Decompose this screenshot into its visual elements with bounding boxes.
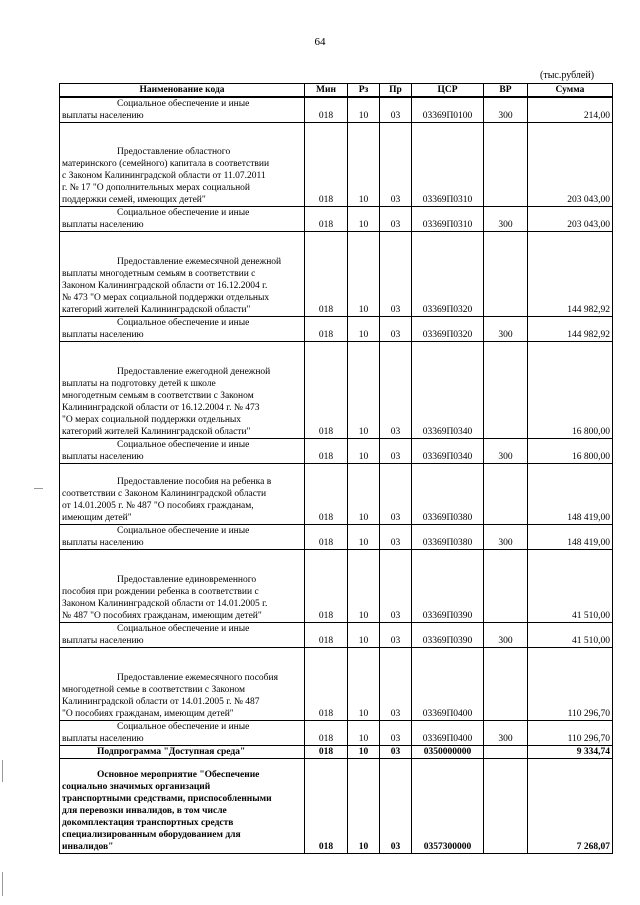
- cell-vr: 300: [484, 721, 528, 746]
- cell-pr: 03: [380, 317, 412, 342]
- cell-csr: 03369П0320: [412, 232, 484, 317]
- cell-sum: 41 510,00: [528, 550, 613, 623]
- row-name: [60, 317, 305, 342]
- row-name-line: Основное мероприятие "Обеспечение: [97, 770, 260, 780]
- row-name-line: "О мерах социальной поддержки отдельных: [62, 415, 242, 425]
- cell-vr: [484, 232, 528, 317]
- units-label: (тыс.рублей): [540, 70, 595, 81]
- cell-vr: 300: [484, 317, 528, 342]
- row-name: [60, 123, 305, 207]
- row-name-line: пособия при рождении ребенка в соответствии с: [62, 587, 259, 597]
- cell-min: 018: [305, 97, 348, 123]
- cell-rz: 10: [348, 207, 380, 232]
- cell-min: 018: [305, 342, 348, 439]
- cell-pr: 03: [380, 525, 412, 550]
- row-name-line: Социальное обеспечение и иные: [117, 99, 250, 109]
- cell-rz: 10: [348, 550, 380, 623]
- budget-table: [59, 83, 613, 854]
- cell-pr: 03: [380, 342, 412, 439]
- cell-rz: 10: [348, 439, 380, 464]
- row-name-line: Предоставление ежемесячного пособия: [117, 673, 278, 683]
- cell-pr: 03: [380, 232, 412, 317]
- row-name-line: Законом Калининградской области от 16.12.2004 г.: [62, 281, 268, 291]
- row-name-line: от 14.01.2005 г. № 487 "О пособиях гражданам,: [62, 501, 254, 511]
- table-row: [60, 746, 613, 759]
- cell-pr: 03: [380, 759, 412, 854]
- row-name: [60, 550, 305, 623]
- cell-min: 018: [305, 623, 348, 648]
- row-name-line: выплаты населению: [62, 220, 144, 230]
- row-name-line: "О пособиях гражданам, имеющим детей": [62, 709, 234, 719]
- row-name: [60, 648, 305, 721]
- cell-csr: 03369П0320: [412, 317, 484, 342]
- cell-vr: [484, 123, 528, 207]
- cell-vr: [484, 746, 528, 759]
- cell-pr: 03: [380, 207, 412, 232]
- row-name-line: докомплектация транспортных средств: [62, 818, 234, 828]
- cell-vr: [484, 464, 528, 525]
- row-name-line: с Законом Калининградской области от 11.07.2011: [62, 171, 266, 181]
- page-number: 64: [314, 36, 326, 48]
- row-name-line: Социальное обеспечение и иные: [117, 722, 250, 732]
- row-name: [60, 525, 305, 550]
- cell-pr: 03: [380, 439, 412, 464]
- cell-sum: 7 268,07: [528, 759, 613, 854]
- row-name-line: социально значимых организаций: [62, 782, 211, 792]
- row-name-line: выплаты населению: [62, 452, 144, 462]
- cell-min: 018: [305, 464, 348, 525]
- row-name: [60, 721, 305, 746]
- cell-min: 018: [305, 759, 348, 854]
- cell-sum: 16 800,00: [528, 342, 613, 439]
- cell-rz: 10: [348, 97, 380, 123]
- row-name: [60, 207, 305, 232]
- cell-min: 018: [305, 721, 348, 746]
- cell-sum: 16 800,00: [528, 439, 613, 464]
- cell-csr: 03369П0390: [412, 550, 484, 623]
- cell-min: 018: [305, 123, 348, 207]
- row-name-line: категорий жителей Калининградской области": [62, 427, 251, 437]
- row-name-line: выплаты населению: [62, 330, 144, 340]
- row-name-line: материнского (семейного) капитала в соответствии: [62, 159, 270, 169]
- row-name-line: г. № 17 "О дополнительных мерах социальной: [62, 183, 250, 193]
- cell-vr: [484, 550, 528, 623]
- table-row: [60, 550, 613, 623]
- cell-csr: 03369П0400: [412, 648, 484, 721]
- margin-mark: [2, 872, 3, 896]
- cell-rz: 10: [348, 648, 380, 721]
- row-name: [60, 464, 305, 525]
- row-name-line: Подпрограмма "Доступная среда": [97, 747, 246, 757]
- row-name: [60, 623, 305, 648]
- row-name-line: выплаты населению: [62, 538, 144, 548]
- cell-pr: 03: [380, 721, 412, 746]
- cell-rz: 10: [348, 759, 380, 854]
- cell-csr: 03369П0310: [412, 123, 484, 207]
- row-name-line: многодетной семье в соответствии с Законом: [62, 685, 245, 695]
- row-name: [60, 746, 305, 759]
- cell-min: 018: [305, 207, 348, 232]
- header-sum: Сумма: [528, 84, 613, 98]
- cell-sum: 214,00: [528, 97, 613, 123]
- row-name-line: Социальное обеспечение и иные: [117, 318, 250, 328]
- table-row: [60, 232, 613, 317]
- table-row: [60, 207, 613, 232]
- header-min: Мин: [305, 84, 348, 98]
- row-name-line: выплаты многодетным семьям в соответствии с: [62, 269, 256, 279]
- cell-sum: 148 419,00: [528, 525, 613, 550]
- cell-min: 018: [305, 232, 348, 317]
- row-name: [60, 439, 305, 464]
- cell-vr: 300: [484, 207, 528, 232]
- margin-mark: [2, 760, 3, 782]
- header-rz: Рз: [348, 84, 380, 98]
- table-row: [60, 439, 613, 464]
- cell-sum: 41 510,00: [528, 623, 613, 648]
- row-name-line: транспортными средствами, приспособленными: [62, 794, 272, 804]
- cell-csr: 03369П0390: [412, 623, 484, 648]
- table-row: [60, 525, 613, 550]
- cell-sum: 9 334,74: [528, 746, 613, 759]
- cell-min: 018: [305, 648, 348, 721]
- cell-pr: 03: [380, 550, 412, 623]
- header-name: Наименование кода: [60, 84, 305, 98]
- cell-sum: 144 982,92: [528, 232, 613, 317]
- table-row: [60, 721, 613, 746]
- cell-pr: 03: [380, 746, 412, 759]
- cell-vr: [484, 759, 528, 854]
- cell-pr: 03: [380, 648, 412, 721]
- cell-min: 018: [305, 439, 348, 464]
- table-row: [60, 464, 613, 525]
- table-row: [60, 342, 613, 439]
- cell-csr: 03369П0400: [412, 721, 484, 746]
- cell-min: 018: [305, 317, 348, 342]
- cell-sum: 148 419,00: [528, 464, 613, 525]
- cell-csr: 03369П0380: [412, 464, 484, 525]
- table-row: [60, 123, 613, 207]
- margin-dash: [34, 488, 43, 489]
- cell-min: 018: [305, 746, 348, 759]
- cell-csr: 03369П0340: [412, 439, 484, 464]
- cell-rz: 10: [348, 721, 380, 746]
- cell-csr: 0357300000: [412, 759, 484, 854]
- cell-pr: 03: [380, 623, 412, 648]
- cell-sum: 110 296,70: [528, 648, 613, 721]
- row-name-line: инвалидов": [62, 842, 114, 852]
- row-name-line: Предоставление ежемесячной денежной: [117, 257, 282, 267]
- row-name-line: Социальное обеспечение и иные: [117, 624, 250, 634]
- cell-rz: 10: [348, 525, 380, 550]
- header-csr: ЦСР: [412, 84, 484, 98]
- cell-rz: 10: [348, 342, 380, 439]
- cell-rz: 10: [348, 317, 380, 342]
- cell-min: 018: [305, 525, 348, 550]
- row-name-line: соответствии с Законом Калининградской области: [62, 489, 267, 499]
- row-name-line: Законом Калининградской области от 14.01.2005 г.: [62, 599, 268, 609]
- cell-vr: 300: [484, 439, 528, 464]
- row-name-line: выплаты населению: [62, 636, 144, 646]
- cell-rz: 10: [348, 746, 380, 759]
- cell-vr: 300: [484, 623, 528, 648]
- row-name-line: выплаты населению: [62, 734, 144, 744]
- table-row: [60, 317, 613, 342]
- row-name: [60, 97, 305, 123]
- cell-sum: 203 043,00: [528, 207, 613, 232]
- row-name-line: № 487 "О пособиях гражданам, имеющим детей": [62, 611, 262, 621]
- row-name-line: Калининградской области от 16.12.2004 г. № 473: [62, 403, 260, 413]
- table-row: [60, 623, 613, 648]
- row-name-line: Предоставление пособия на ребенка в: [117, 477, 272, 487]
- cell-pr: 03: [380, 123, 412, 207]
- cell-csr: 03369П0340: [412, 342, 484, 439]
- row-name-line: категорий жителей Калининградской области": [62, 305, 251, 315]
- row-name-line: Социальное обеспечение и иные: [117, 208, 250, 218]
- table-row: [60, 759, 613, 854]
- row-name-line: поддержки семей, имеющих детей": [62, 195, 206, 205]
- cell-vr: [484, 342, 528, 439]
- cell-pr: 03: [380, 464, 412, 525]
- cell-sum: 110 296,70: [528, 721, 613, 746]
- table-row: [60, 97, 613, 123]
- row-name-line: Социальное обеспечение и иные: [117, 440, 250, 450]
- header-pr: Пр: [380, 84, 412, 98]
- cell-rz: 10: [348, 464, 380, 525]
- row-name-line: Социальное обеспечение и иные: [117, 526, 250, 536]
- cell-pr: 03: [380, 97, 412, 123]
- table-row: [60, 648, 613, 721]
- cell-vr: 300: [484, 525, 528, 550]
- cell-sum: 144 982,92: [528, 317, 613, 342]
- row-name-line: выплаты населению: [62, 111, 144, 121]
- row-name-line: Предоставление областного: [117, 147, 231, 157]
- row-name-line: Предоставление ежегодной денежной: [117, 367, 271, 377]
- row-name: [60, 232, 305, 317]
- row-name: [60, 759, 305, 854]
- cell-csr: 03369П0380: [412, 525, 484, 550]
- cell-vr: [484, 648, 528, 721]
- cell-csr: 0350000000: [412, 746, 484, 759]
- row-name-line: многодетным семьям в соответствии с Законом: [62, 391, 254, 401]
- table-header-row: [60, 84, 613, 98]
- row-name: [60, 342, 305, 439]
- cell-rz: 10: [348, 123, 380, 207]
- row-name-line: для перевозки инвалидов, в том числе: [62, 806, 227, 816]
- cell-rz: 10: [348, 232, 380, 317]
- cell-sum: 203 043,00: [528, 123, 613, 207]
- row-name-line: имеющим детей": [62, 513, 132, 523]
- row-name-line: выплаты на подготовку детей к школе: [62, 379, 216, 389]
- row-name-line: Калининградской области от 14.01.2005 г. № 487: [62, 697, 260, 707]
- row-name-line: № 473 "О мерах социальной поддержки отдельных: [62, 293, 270, 303]
- cell-csr: 03369П0100: [412, 97, 484, 123]
- row-name-line: специализированным оборудованием для: [62, 830, 241, 840]
- cell-rz: 10: [348, 623, 380, 648]
- cell-csr: 03369П0310: [412, 207, 484, 232]
- row-name-line: Предоставление единовременного: [117, 575, 257, 585]
- header-vr: ВР: [484, 84, 528, 98]
- cell-vr: 300: [484, 97, 528, 123]
- cell-min: 018: [305, 550, 348, 623]
